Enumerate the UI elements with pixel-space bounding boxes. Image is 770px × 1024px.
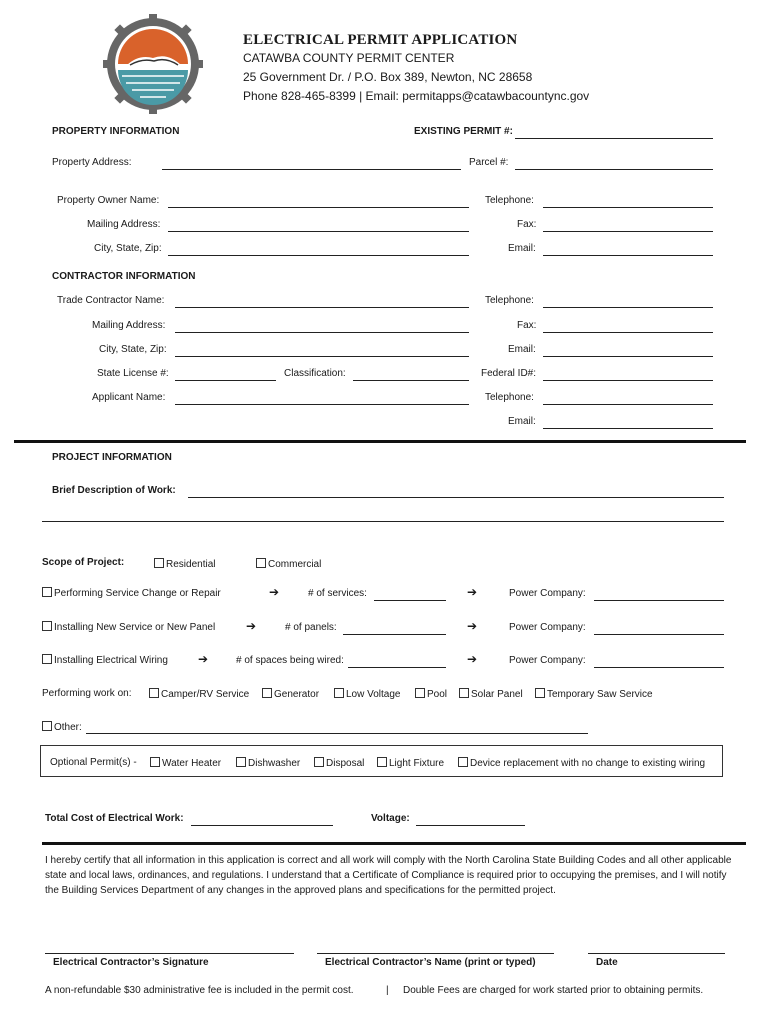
catawba-county-logo (98, 14, 208, 114)
low-voltage-checkbox[interactable] (334, 688, 344, 698)
agency-name: CATAWBA COUNTY PERMIT CENTER (243, 51, 455, 65)
owner-name-label: Property Owner Name: (57, 195, 160, 206)
owner-city-field[interactable] (168, 255, 469, 256)
disposal-option[interactable]: Disposal (314, 757, 364, 769)
project-section-heading: PROJECT INFORMATION (52, 452, 172, 463)
certification-text: I hereby certify that all information in this application is correct and all work will comply with the North Carolina State Building Codes and all other applicable state and local laws, ordinances, and regulations. I understand that a Certificate of Compliance is required prior to occupying the premises, and I will notify the Building Services Department of any changes in the approved plans and specifications for the permitted project. (45, 855, 732, 896)
dishwasher-option[interactable]: Dishwasher (236, 757, 300, 769)
device-replacement-checkbox[interactable] (458, 757, 468, 767)
other-checkbox[interactable] (42, 721, 52, 731)
description-field-1[interactable] (188, 497, 724, 498)
property-section-heading: PROPERTY INFORMATION (52, 126, 180, 137)
service-change-checkbox[interactable] (42, 587, 52, 597)
parcel-label: Parcel #: (469, 157, 509, 168)
voltage-label: Voltage: (371, 813, 410, 824)
applicant-telephone-label: Telephone: (485, 392, 534, 403)
classification-field[interactable] (353, 380, 469, 381)
solar-panel-checkbox[interactable] (459, 688, 469, 698)
power-company-label: Power Company: (509, 588, 586, 599)
agency-address: 25 Government Dr. / P.O. Box 389, Newton, NC 28658 (243, 70, 533, 84)
residential-option[interactable]: Residential (154, 558, 215, 570)
residential-checkbox[interactable] (154, 558, 164, 568)
num-services-label: # of services: (308, 588, 367, 599)
state-license-label: State License #: (97, 368, 169, 379)
pool-option[interactable]: Pool (415, 688, 447, 700)
agency-contact: Phone 828-465-8399 | Email: permitapps@catawbacountync.gov (243, 89, 590, 103)
other-field[interactable] (86, 733, 588, 734)
applicant-name-label: Applicant Name: (92, 392, 166, 403)
num-panels-field[interactable] (343, 634, 446, 635)
wiring-option[interactable]: Installing Electrical Wiring (42, 654, 168, 666)
contractor-mailing-field[interactable] (175, 332, 469, 333)
device-replacement-option[interactable]: Device replacement with no change to existing wiring (458, 757, 705, 769)
work-on-label: Performing work on: (42, 688, 132, 699)
water-heater-option[interactable]: Water Heater (150, 757, 221, 769)
contractor-mailing-label: Mailing Address: (92, 320, 166, 331)
other-option[interactable]: Other: (42, 721, 82, 733)
pool-checkbox[interactable] (415, 688, 425, 698)
contractor-email-label: Email: (508, 344, 536, 355)
light-fixture-option[interactable]: Light Fixture (377, 757, 444, 769)
solar-panel-option[interactable]: Solar Panel (459, 688, 523, 700)
federal-id-label: Federal ID#: (481, 368, 537, 379)
applicant-email-label: Email: (508, 416, 536, 427)
camper-rv-option[interactable]: Camper/RV Service (149, 688, 249, 700)
trade-name-label: Trade Contractor Name: (57, 295, 165, 306)
owner-mailing-field[interactable] (168, 231, 469, 232)
voltage-field[interactable] (416, 825, 525, 826)
arrow-icon: ➔ (467, 619, 478, 633)
owner-email-field[interactable] (543, 255, 713, 256)
power-company-field-3[interactable] (594, 667, 724, 668)
arrow-icon: ➔ (467, 652, 478, 666)
optional-permits-label: Optional Permit(s) - (50, 757, 137, 768)
service-change-option[interactable]: Performing Service Change or Repair (42, 587, 221, 599)
description-field-2[interactable] (42, 521, 724, 522)
contractor-fax-field[interactable] (543, 332, 713, 333)
contractor-email-field[interactable] (543, 356, 713, 357)
commercial-option[interactable]: Commercial (256, 558, 321, 570)
contractor-city-label: City, State, Zip: (99, 344, 167, 355)
date-field[interactable] (588, 953, 725, 954)
contractor-telephone-label: Telephone: (485, 295, 534, 306)
disposal-checkbox[interactable] (314, 757, 324, 767)
parcel-field[interactable] (515, 169, 713, 170)
num-spaces-label: # of spaces being wired: (236, 655, 344, 666)
owner-telephone-label: Telephone: (485, 195, 534, 206)
contractor-telephone-field[interactable] (543, 307, 713, 308)
footer-separator: | (386, 985, 389, 996)
owner-telephone-field[interactable] (543, 207, 713, 208)
signature-field[interactable] (45, 953, 294, 954)
water-heater-checkbox[interactable] (150, 757, 160, 767)
date-label: Date (596, 957, 618, 968)
signature-label: Electrical Contractor’s Signature (53, 957, 209, 968)
applicant-telephone-field[interactable] (543, 404, 713, 405)
federal-id-field[interactable] (543, 380, 713, 381)
owner-email-label: Email: (508, 243, 536, 254)
section-divider (42, 842, 746, 845)
contractor-section-heading: CONTRACTOR INFORMATION (52, 271, 196, 282)
power-company-field-1[interactable] (594, 600, 724, 601)
owner-mailing-label: Mailing Address: (87, 219, 161, 230)
power-company-field-2[interactable] (594, 634, 724, 635)
generator-checkbox[interactable] (262, 688, 272, 698)
section-divider (14, 440, 746, 443)
trade-name-field[interactable] (175, 307, 469, 308)
fee-note: A non-refundable $30 administrative fee is included in the permit cost. (45, 985, 354, 996)
contractor-city-field[interactable] (175, 356, 469, 357)
num-panels-label: # of panels: (285, 622, 337, 633)
owner-name-field[interactable] (168, 207, 469, 208)
contractor-name-label: Electrical Contractor’s Name (print or typed) (325, 957, 536, 968)
temp-saw-option[interactable]: Temporary Saw Service (535, 688, 653, 700)
low-voltage-option[interactable]: Low Voltage (334, 688, 401, 700)
new-service-option[interactable]: Installing New Service or New Panel (42, 621, 215, 633)
existing-permit-field[interactable] (515, 138, 713, 139)
total-cost-field[interactable] (191, 825, 333, 826)
page-title: ELECTRICAL PERMIT APPLICATION (243, 32, 518, 48)
owner-fax-field[interactable] (543, 231, 713, 232)
description-label: Brief Description of Work: (52, 485, 176, 496)
classification-label: Classification: (284, 368, 346, 379)
property-address-field[interactable] (162, 169, 461, 170)
contractor-name-field[interactable] (317, 953, 554, 954)
commercial-checkbox[interactable] (256, 558, 266, 568)
num-services-field[interactable] (374, 600, 446, 601)
num-spaces-field[interactable] (348, 667, 446, 668)
camper-rv-checkbox[interactable] (149, 688, 159, 698)
owner-city-label: City, State, Zip: (94, 243, 162, 254)
owner-fax-label: Fax: (517, 219, 537, 230)
state-license-field[interactable] (175, 380, 276, 381)
double-fee-note: Double Fees are charged for work started prior to obtaining permits. (403, 985, 704, 996)
existing-permit-label: EXISTING PERMIT #: (414, 126, 513, 137)
power-company-label: Power Company: (509, 655, 586, 666)
contractor-fax-label: Fax: (517, 320, 537, 331)
temp-saw-checkbox[interactable] (535, 688, 545, 698)
power-company-label: Power Company: (509, 622, 586, 633)
applicant-email-field[interactable] (543, 428, 713, 429)
arrow-icon: ➔ (269, 585, 280, 599)
arrow-icon: ➔ (467, 585, 478, 599)
total-cost-label: Total Cost of Electrical Work: (45, 813, 184, 824)
arrow-icon: ➔ (246, 619, 257, 633)
scope-label: Scope of Project: (42, 557, 125, 568)
generator-option[interactable]: Generator (262, 688, 319, 700)
light-fixture-checkbox[interactable] (377, 757, 387, 767)
applicant-name-field[interactable] (175, 404, 469, 405)
new-service-checkbox[interactable] (42, 621, 52, 631)
property-address-label: Property Address: (52, 157, 132, 168)
dishwasher-checkbox[interactable] (236, 757, 246, 767)
arrow-icon: ➔ (198, 652, 209, 666)
wiring-checkbox[interactable] (42, 654, 52, 664)
